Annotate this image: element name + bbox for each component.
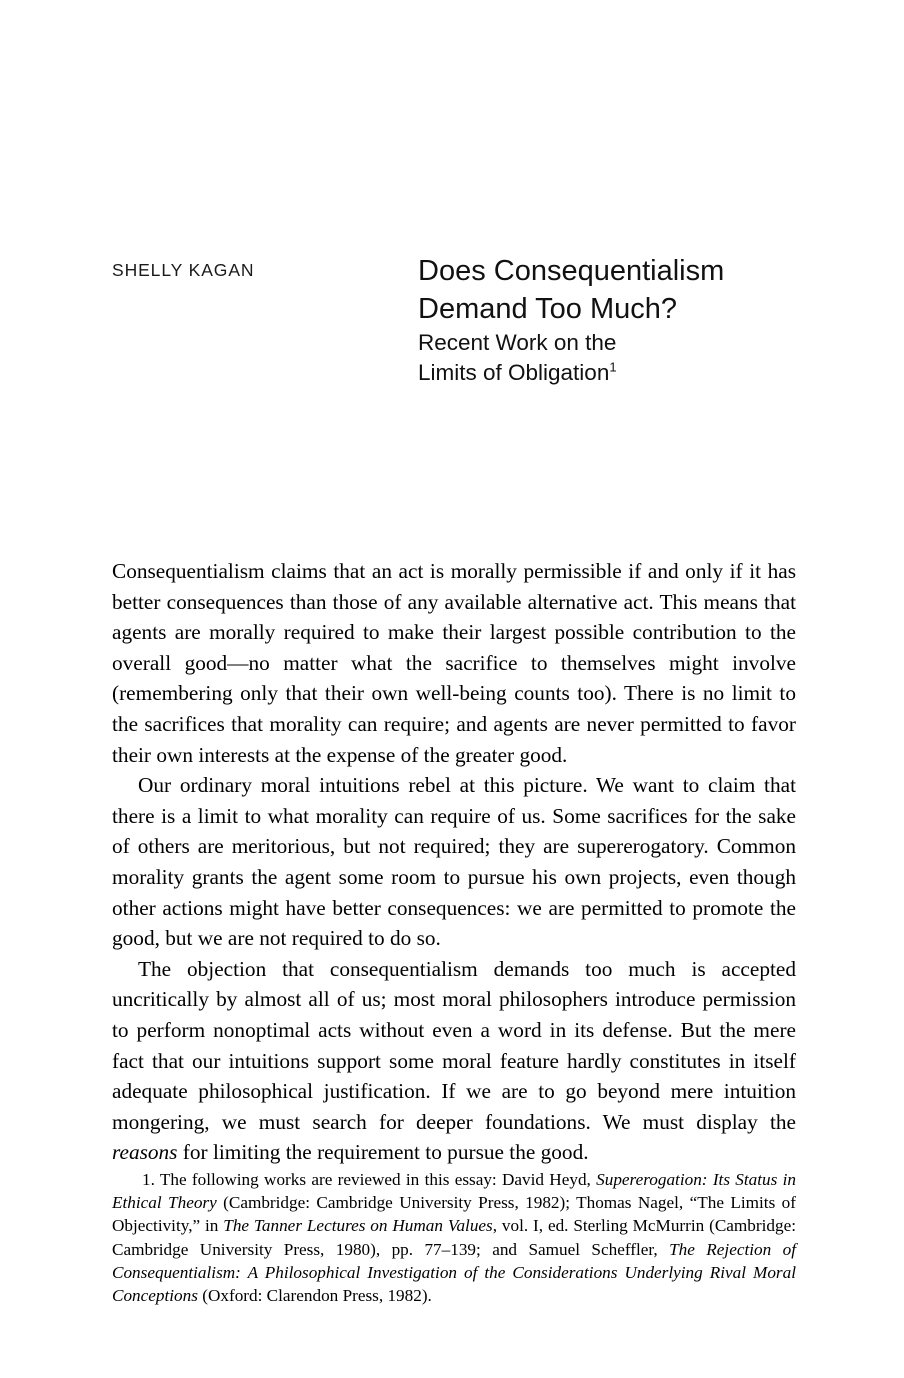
footnote-block: [112, 1168, 796, 1307]
footnote-segment-1: The following works are reviewed in this essay: David Heyd,: [154, 1170, 597, 1189]
footnote-reference-marker: 1: [609, 359, 617, 375]
page-subtitle-line-1: Recent Work on the: [418, 330, 617, 355]
body-paragraph-3: [112, 954, 796, 1168]
page-subtitle-line-2-text: Limits of Obligation: [418, 360, 610, 385]
page-subtitle-line-2: [418, 358, 838, 388]
body-paragraph-2: Our ordinary moral intuitions rebel at this picture. We want to claim that there is a limit to what morality can require of us. Some sacrifices for the sake of others are meritorious, but not required; they are supererogatory. Common morality grants the agent some room to pursue his own projects, even though other actions might have better consequences: we are permitted to promote the good, but we are not required to do so.: [112, 773, 796, 951]
footnote-1: [112, 1168, 796, 1307]
footnote-segment-3: , vol. I, ed. Sterling McMurrin (Cambridge: Cambridge University Press, 1980), pp. 77–139; and Samuel Scheffler,: [112, 1216, 796, 1259]
body-paragraph-1: Consequentialism claims that an act is morally permissible if and only if it has better consequences than those of any available alternative act. This means that agents are morally required to make their largest possible contribution to the overall good—no matter what the sacrifice to themselves might involve (remembering only that their own well-being counts too). There is no limit to the sacrifices that morality can require; and agents are never permitted to favor their own interests at the expense of the greater good.: [112, 559, 796, 767]
page-title-line-1: Does Consequentialism: [418, 255, 725, 287]
body-paragraph-3-part-2: for limiting the requirement to pursue the good.: [177, 1140, 589, 1165]
body-paragraph-3-part-1: The objection that consequentialism demands too much is accepted uncritically by almost all of us; most moral philosophers introduce permission to perform nonoptimal acts without even a word in its defense. But the mere fact that our intuitions support some moral feature hardly constitutes in itself adequate philosophical justification. If we are to go beyond mere intuition mongering, we must search for deeper foundations. We must display the: [112, 956, 796, 1134]
body-paragraph-3-emphasis: reasons: [112, 1140, 178, 1165]
footnote-title-tanner-lectures: The Tanner Lectures on Human Values: [223, 1216, 493, 1236]
title-block: [418, 252, 838, 388]
footnote-title-scheffler: The Rejection of Consequentialism: A Philosophical Investigation of the Considerations Underlying Rival Moral Conceptions: [112, 1239, 796, 1306]
author-byline: SHELLY KAGAN: [112, 260, 255, 280]
footnote-segment-2: (Cambridge: Cambridge University Press, 1982); Thomas Nagel, “The Limits of Objectivity,” in: [112, 1193, 796, 1236]
article-body: [112, 556, 796, 1168]
footnote-title-heyd: Supererogation: Its Status in Ethical Theory: [112, 1170, 796, 1213]
footnote-number: 1.: [142, 1170, 155, 1189]
footnote-segment-4: (Oxford: Clarendon Press, 1982).: [197, 1286, 432, 1306]
page-title-line-2: Demand Too Much?: [418, 293, 678, 325]
